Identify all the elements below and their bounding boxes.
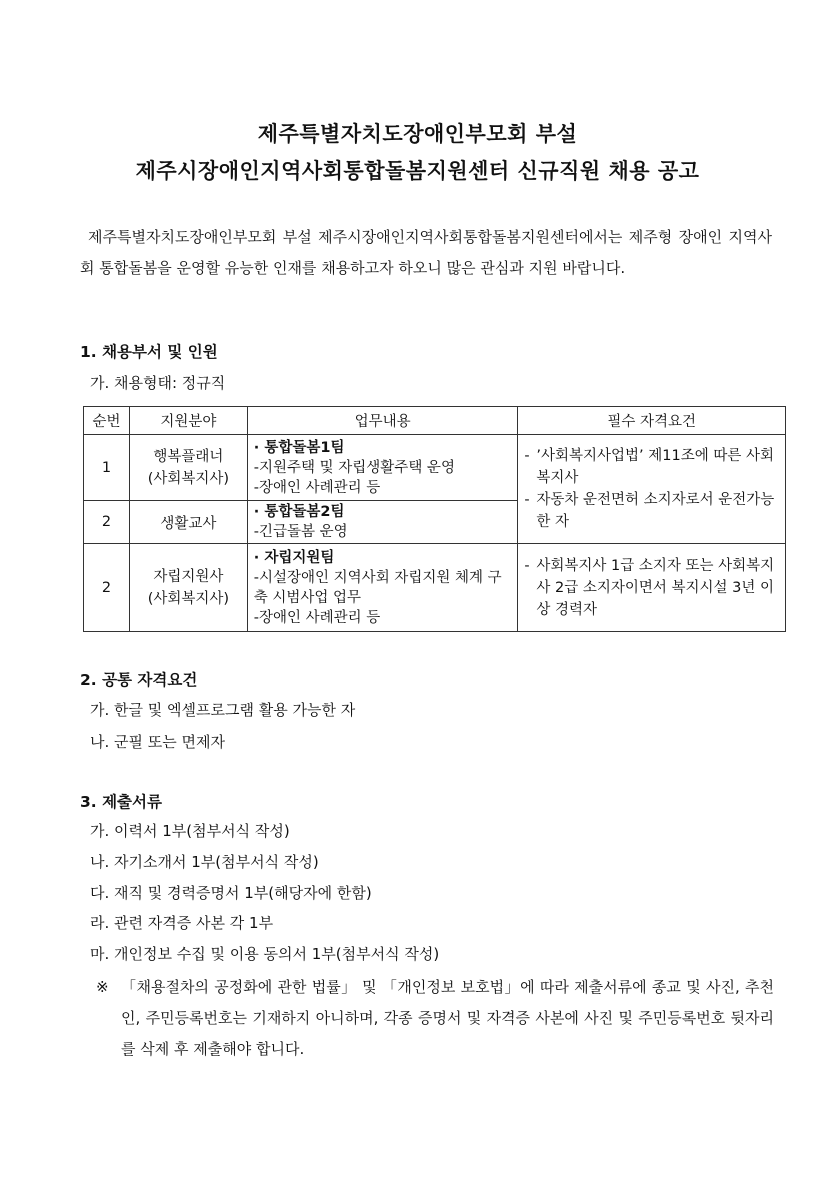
team-name: · 자립지원팀 <box>253 549 335 566</box>
table-row <box>84 435 786 501</box>
qualification-item: - ’사회복지사업법’ 제11조에 따른 사회복지사 <box>524 448 774 486</box>
field-qualification: (사회복지사) <box>147 470 230 487</box>
section1-heading: 1. 채용부서 및 인원 <box>80 343 218 361</box>
document-item: 가. 이력서 1부(첨부서식 작성) <box>90 822 290 840</box>
section3-heading: 3. 제출서류 <box>80 793 162 811</box>
row-field <box>129 435 247 501</box>
document-item: 다. 재직 및 경력증명서 1부(해당자에 한함) <box>90 884 372 902</box>
document-item: 나. 자기소개서 1부(첨부서식 작성) <box>90 853 319 871</box>
page-title-line2: 제주시장애인지역사회통합돌봄지원센터 신규직원 채용 공고 <box>135 159 700 183</box>
recruitment-table <box>83 406 786 632</box>
team-name: · 통합돌봄2팀 <box>253 504 345 520</box>
row-no: 2 <box>84 501 130 544</box>
task-item: -시설장애인 지역사회 자립지원 체계 구축 시범사업 업무 <box>253 569 502 606</box>
team-name: · 통합돌봄1팀 <box>253 439 345 456</box>
row-tasks <box>247 544 518 632</box>
document-item: 라. 관련 자격증 사본 각 1부 <box>90 914 274 932</box>
task-item: -장애인 사례관리 등 <box>253 609 381 626</box>
common-requirement: 나. 군필 또는 면제자 <box>90 733 225 751</box>
row-tasks <box>247 501 518 544</box>
task-item: -장애인 사례관리 등 <box>253 479 381 496</box>
row-tasks <box>247 435 518 501</box>
employment-type: 가. 채용형태: 정규직 <box>90 374 226 392</box>
qualification-item: - 자동차 운전면허 소지자로서 운전가능한 자 <box>524 492 775 530</box>
task-item: -긴급돌봄 운영 <box>253 524 348 540</box>
table-row <box>84 544 786 632</box>
row-field <box>129 544 247 632</box>
row-no: 2 <box>84 544 130 632</box>
field-name: 행복플래너 <box>153 448 224 465</box>
row-no: 1 <box>84 435 130 501</box>
qualification-item: - 사회복지사 1급 소지자 또는 사회복지사 2급 소지자이면서 복지시설 3년 이상 경력자 <box>524 557 775 618</box>
header-quals: 필수 자격요건 <box>518 407 786 435</box>
header-tasks: 업무내용 <box>247 407 518 435</box>
header-no: 순번 <box>84 407 130 435</box>
common-requirement: 가. 한글 및 엑셀프로그램 활용 가능한 자 <box>90 701 356 719</box>
document-item: 마. 개인정보 수집 및 이용 동의서 1부(첨부서식 작성) <box>90 945 440 963</box>
field-name: 생활교사 <box>160 515 217 532</box>
table-header-row <box>84 407 786 435</box>
row3-qualifications <box>518 544 786 632</box>
header-field: 지원분야 <box>129 407 247 435</box>
task-item: -지원주택 및 자립생활주택 운영 <box>253 459 455 476</box>
field-qualification: (사회복지사) <box>147 590 230 607</box>
field-name: 자립지원사 <box>153 568 224 585</box>
intro-paragraph: 제주특별자치도장애인부모회 부설 제주시장애인지역사회통합돌봄지원센터에서는 제주형 장애인 지역사회 통합돌봄을 운영할 유능한 인재를 채용하고자 하오니 많은 관심과 지원 바랍니다. <box>80 228 772 277</box>
section2-heading: 2. 공통 자격요건 <box>80 671 198 689</box>
page-title-line1: 제주특별자치도장애인부모회 부설 <box>257 122 578 146</box>
row-field <box>129 501 247 544</box>
shared-qualifications <box>518 435 786 544</box>
note-text: 「채용절차의 공정화에 관한 법률」 및 「개인정보 보호법」에 따라 제출서류에 종교 및 사진, 추천인, 주민등록번호는 기재하지 아니하며, 각종 증명서 및 자격증 사본에 사진 및 주민등록번호 뒷자리를 삭제 후 제출해야 합니다. <box>121 978 774 1058</box>
note-mark: ※ <box>96 978 109 996</box>
notice-note <box>96 972 774 1065</box>
